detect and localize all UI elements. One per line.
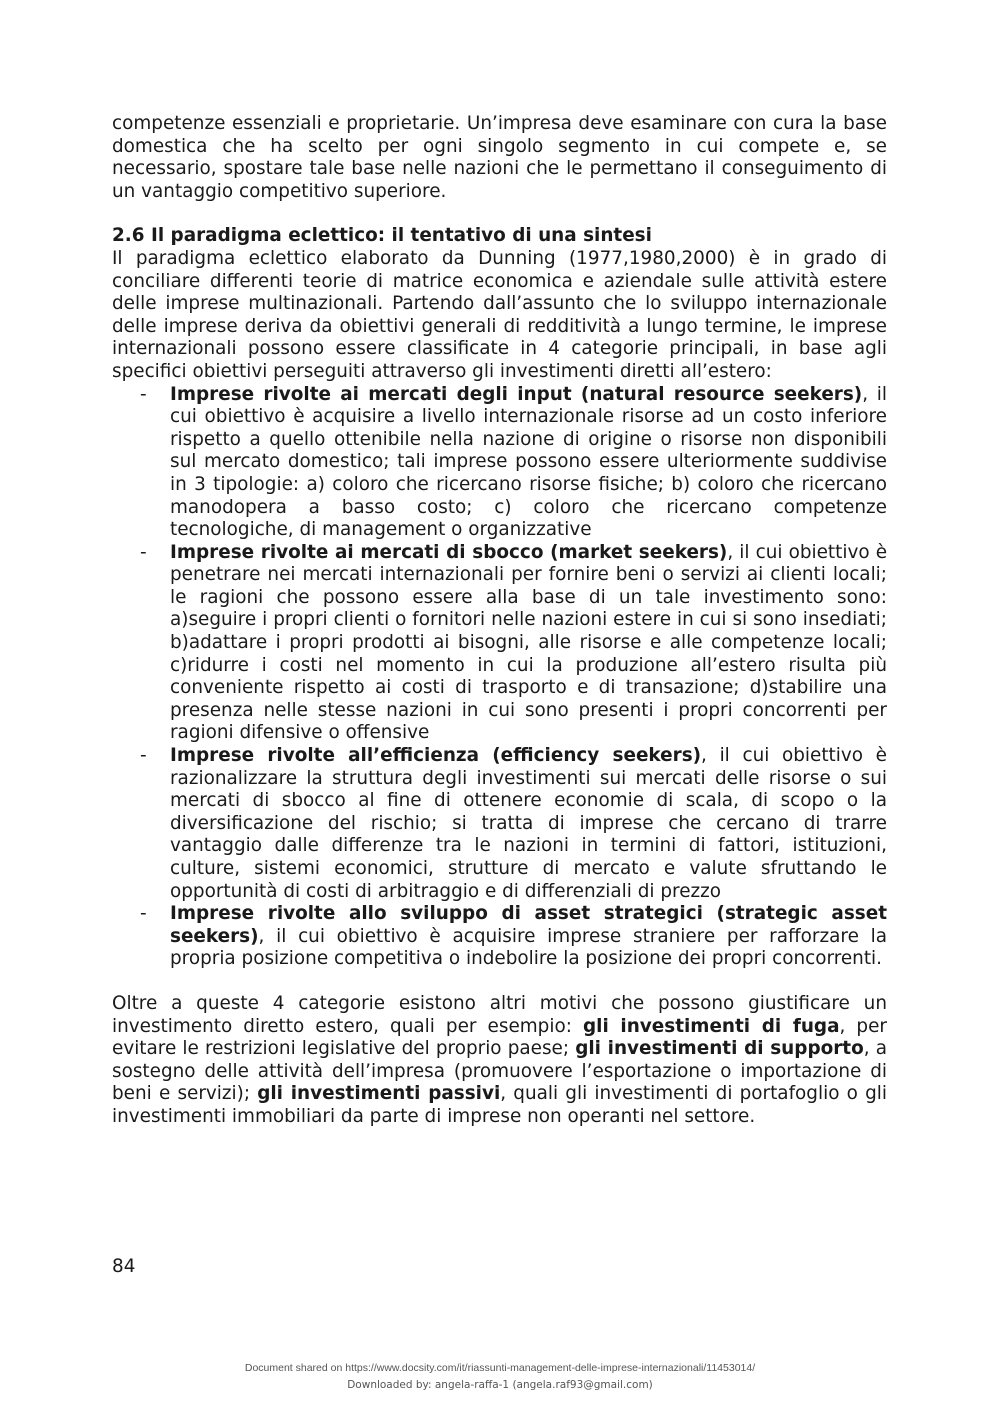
list-item [112,384,887,542]
list-item [112,903,887,971]
footer-downloaded-by: Downloaded by: angela-raffa-1 (angela.raf93@gmail.com) [347,1379,653,1391]
closing-bold-term: gli investimenti di supporto [575,1038,864,1060]
list-item-text: , il cui obiettivo è acquisire a livello internazionale risorse ad un costo inferiore rispetto a quello ottenibile nella nazione di origine o risorse non disponibili sul mercato domestico; tali imprese possono essere ulteriormente suddivise in 3 tipologie: a) coloro che ricercano risorse fisiche; b) coloro che ricercano manodopera a basso costo; c) coloro che ricercano competenze tecnologiche, di management o organizzative [170,383,887,541]
page-number: 84 [112,1256,136,1277]
intro-paragraph: competenze essenziali e proprietarie. Un’impresa deve esaminare con cura la base domestica che ha scelto per ogni singolo segmento in cui compete e, se necessario, spostare tale base nelle nazioni che le permettano il conseguimento di un vantaggio competitivo superiore. [112,113,887,202]
bullet-dash: - [140,745,147,767]
list-item-text: , il cui obiettivo è razionalizzare la struttura degli investimenti sui mercati delle risorse o sui mercati di sbocco al fine di ottenere economie di scala, di scopo o la diversificazione del rischio; si tratta di imprese che cercano di trarre vantaggio dalle differenze tra le nazioni in termini di fattori, istituzioni, culture, sistemi economici, strutture di mercato e valute sfruttando le opportunità di costi di arbitraggio e di differenziali di prezzo [170,745,887,902]
bullet-dash: - [140,903,147,925]
closing-text: , quali gli investimenti di portafoglio o gli investimenti immobiliari da parte di imprese non operanti nel settore. [112,1083,887,1127]
list-item [112,745,887,903]
closing-text: , a sostegno delle attività dell’impresa (promuovere l’esportazione o importazione di beni e servizi); [112,1038,887,1105]
closing-text: Oltre a queste 4 categorie esistono altri motivi che possono giustificare un investimento diretto estero, quali per esempio: [112,992,887,1037]
list-item-text: , il cui obiettivo è acquisire imprese straniere per rafforzare la propria posizione competitiva o indebolire la posizione dei propri concorrenti. [170,925,887,970]
closing-paragraph [112,993,887,1129]
closing-bold-term: gli investimenti di fuga [582,1015,840,1037]
document-body [112,113,887,1129]
footer-shared-link[interactable]: Document shared on https://www.docsity.com/it/riassunti-management-delle-imprese-internazionali/11453014/ [244,1362,756,1374]
list-item-text: , il cui obiettivo è penetrare nei mercati internazionali per fornire beni o servizi ai clienti locali; le ragioni che possono essere alla base di un tale investimento sono: a)seguire i propri clienti o fornitori nelle nazioni estere in cui si sono insediati; b)adattare i propri prodotti ai bisogni, alle risorse e alle competenze locali; c)ridurre i costi nel momento in cui la produzione all’estero risulta più conveniente rispetto ai costi di trasporto e di transazione; d)stabilire una presenza nelle stesse nazioni in cui sono presenti i propri concorrenti per ragioni difensive o offensive [170,541,888,744]
list-item-title: Imprese rivolte ai mercati di sbocco (market seekers) [170,541,728,563]
list-item [112,542,887,745]
closing-text: , per evitare le restrizioni legislative del proprio paese; [112,1015,887,1060]
section-paragraph: Il paradigma eclettico elaborato da Dunning (1977,1980,2000) è in grado di conciliare differenti teorie di matrice economica e aziendale sulle attività estere delle imprese multinazionali. Partendo dall’assunto che lo sviluppo internazionale delle imprese deriva da obiettivi generali di redditività a lungo termine, le imprese internazionali possono essere classificate in 4 categorie principali, in base agli specifici obiettivi perseguiti attraverso gli investimenti diretti all’estero: [112,247,887,382]
bullet-dash: - [140,541,147,563]
bullet-dash: - [140,383,147,405]
categories-list [112,384,887,971]
list-item-title: Imprese rivolte ai mercati degli input (natural resource seekers) [170,383,863,405]
section-heading: 2.6 Il paradigma eclettico: il tentativo di una sintesi [112,225,652,247]
closing-bold-term: gli investimenti passivi [257,1083,501,1105]
list-item-title: Imprese rivolte all’efficienza (efficiency seekers) [170,745,702,767]
list-item-title: Imprese rivolte allo sviluppo di asset strategici (strategic asset seekers) [170,903,887,947]
